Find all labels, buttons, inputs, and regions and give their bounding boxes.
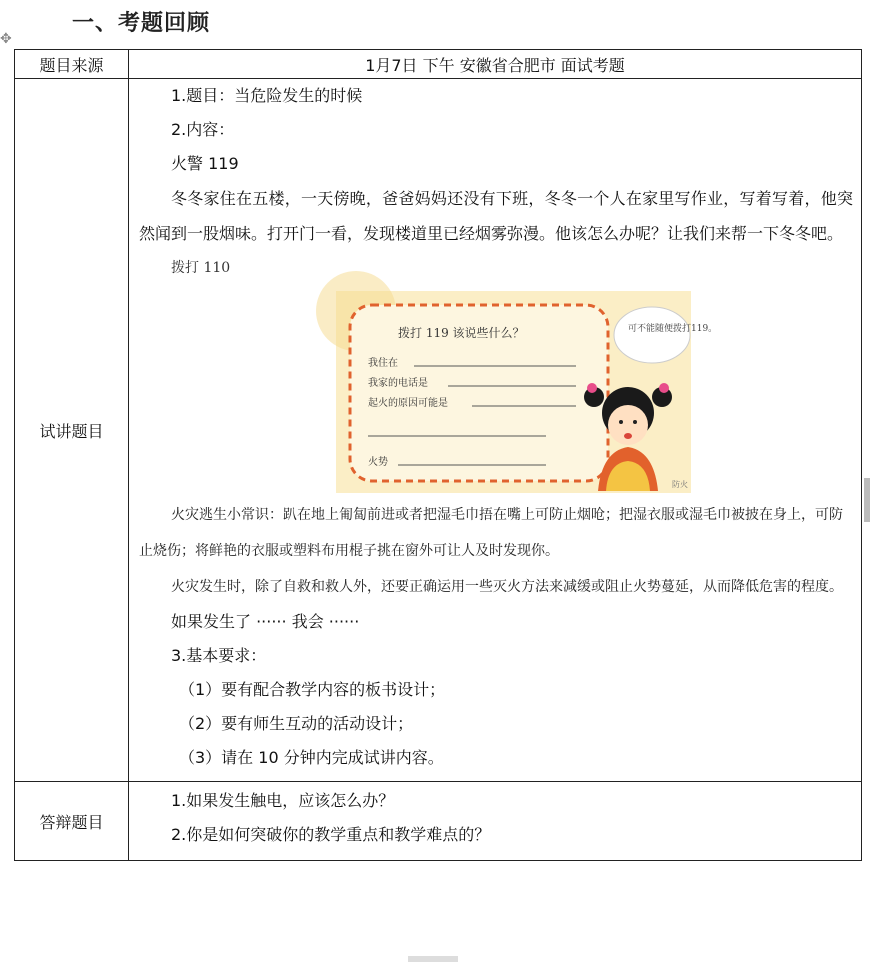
requirements-heading: 3.基本要求： xyxy=(171,646,267,665)
topic-line: 1.题目：当危险发生的时候 xyxy=(171,86,363,105)
source-label: 题目来源 xyxy=(15,50,129,79)
requirement-item: （2）要有师生互动的活动设计； xyxy=(179,714,414,733)
lesson-subtitle: 火警 119 xyxy=(171,154,239,173)
fire-call-illustration xyxy=(336,291,718,493)
header-row xyxy=(15,50,862,79)
requirement-item: （1）要有配合教学内容的板书设计； xyxy=(179,680,446,699)
page-edge-mark xyxy=(408,956,458,962)
fire-tips-2: 火灾发生时，除了自救和救人外，还要正确运用一些灭火方法来减缓或阻止火势蔓延，从而降低危害的程度。 xyxy=(171,579,843,595)
defense-question: 1.如果发生触电，应该怎么办？ xyxy=(171,791,395,810)
defense-row xyxy=(15,782,862,861)
defense-question: 2.你是如何突破你的教学重点和教学难点的？ xyxy=(171,825,491,844)
scrollbar-thumb[interactable] xyxy=(864,478,870,522)
speech-bubble: 可不能随便拨打119。 xyxy=(628,324,718,334)
lecture-label: 试讲题目 xyxy=(15,79,129,782)
exam-table xyxy=(14,49,862,861)
card-field-cause: 起火的原因可能是 xyxy=(368,398,448,409)
card-heading: 拨打 119 该说些什么？ xyxy=(398,326,525,340)
defense-label: 答辩题目 xyxy=(15,782,129,861)
requirement-item: （3）请在 10 分钟内完成试讲内容。 xyxy=(179,748,444,767)
source-value: 1月7日 下午 安徽省合肥市 面试考题 xyxy=(129,50,862,79)
prompt-line: 如果发生了 ······ 我会 ······ xyxy=(171,612,360,631)
card-field-address: 我住在 xyxy=(368,358,398,369)
corner-mark: 防火 xyxy=(672,480,688,489)
illustration-area xyxy=(139,285,853,497)
story-paragraph: 冬冬家住在五楼，一天傍晚，爸爸妈妈还没有下班，冬冬一个人在家里写作业，写着写着，他突然闻到一股烟味。打开门一看，发现楼道里已经烟雾弥漫。他该怎么办呢？让我们来帮一下冬冬吧。 xyxy=(139,189,853,243)
fire-tips-1: 火灾逃生小常识：趴在地上匍匐前进或者把湿毛巾捂在嘴上可防止烟呛；把湿衣服或湿毛巾被披在身上，可防止烧伤；将鲜艳的衣服或塑料布用棍子挑在窗外可让人及时发现你。 xyxy=(139,507,843,559)
dial-caption: 拨打 110 xyxy=(171,260,231,276)
content-heading: 2.内容： xyxy=(171,120,235,139)
defense-content xyxy=(129,782,862,861)
card-field-phone: 我家的电话是 xyxy=(368,378,428,389)
lecture-row xyxy=(15,79,862,782)
card-field-fire: 火势 xyxy=(368,457,388,468)
move-anchor-icon[interactable]: ✥ xyxy=(0,31,12,47)
lecture-content xyxy=(129,79,862,782)
section-title: 一、考题回顾 xyxy=(72,11,211,36)
